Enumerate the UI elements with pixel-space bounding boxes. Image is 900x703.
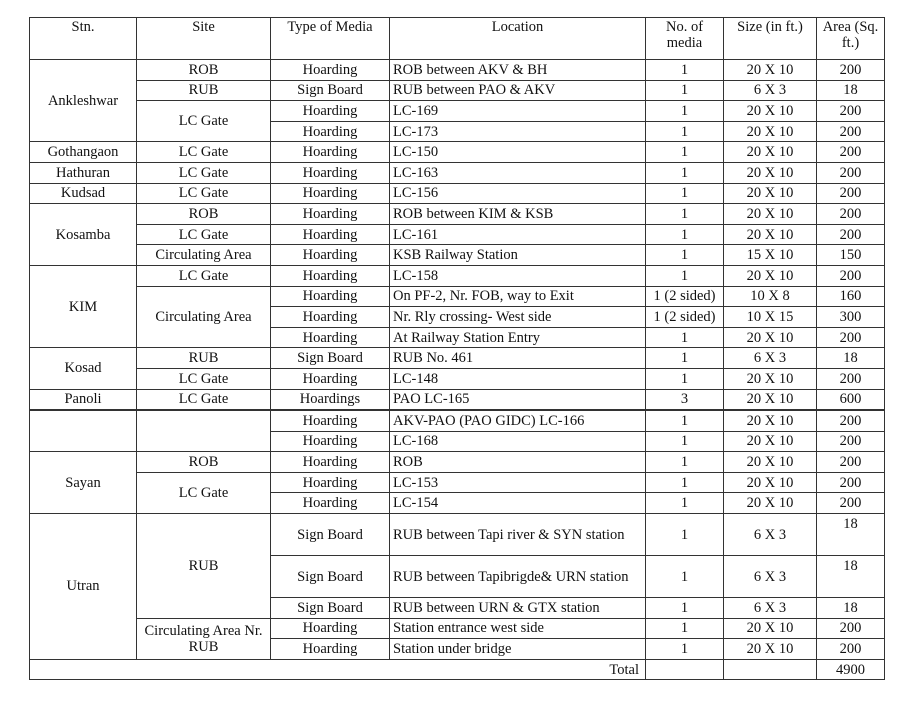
size-cell: 20 X 10	[724, 204, 817, 225]
type-cell: Hoarding	[271, 493, 390, 514]
size-cell: 10 X 8	[724, 286, 817, 307]
table-row	[30, 224, 885, 245]
station-cell: Kosamba	[30, 204, 137, 266]
area-cell: 200	[817, 204, 885, 225]
size-cell: 20 X 10	[724, 101, 817, 122]
area-cell: 200	[817, 224, 885, 245]
station-cell: Ankleshwar	[30, 60, 137, 142]
type-cell: Hoarding	[271, 639, 390, 660]
size-cell: 20 X 10	[724, 389, 817, 410]
size-cell: 20 X 10	[724, 431, 817, 452]
no-cell: 1	[646, 472, 724, 493]
area-cell: 160	[817, 286, 885, 307]
area-cell: 200	[817, 368, 885, 389]
table-row	[30, 472, 885, 493]
no-cell: 1	[646, 224, 724, 245]
station-cell: Sayan	[30, 452, 137, 514]
size-cell: 20 X 10	[724, 265, 817, 286]
type-cell: Hoarding	[271, 142, 390, 163]
area-cell: 200	[817, 265, 885, 286]
size-cell: 20 X 10	[724, 493, 817, 514]
table-row	[30, 162, 885, 183]
header-row	[30, 18, 885, 60]
table-row	[30, 142, 885, 163]
location-cell: At Railway Station Entry	[390, 327, 646, 348]
station-cell: Panoli	[30, 389, 137, 410]
media-inventory-table	[29, 17, 885, 680]
table-row	[30, 245, 885, 266]
type-cell: Hoarding	[271, 162, 390, 183]
no-cell: 1	[646, 121, 724, 142]
location-cell: Nr. Rly crossing- West side	[390, 307, 646, 328]
size-cell: 20 X 10	[724, 60, 817, 81]
type-cell: Sign Board	[271, 556, 390, 598]
type-cell: Hoarding	[271, 368, 390, 389]
no-cell: 1	[646, 204, 724, 225]
size-cell: 20 X 10	[724, 224, 817, 245]
type-cell: Hoarding	[271, 410, 390, 431]
size-cell: 20 X 10	[724, 368, 817, 389]
area-cell: 150	[817, 245, 885, 266]
type-cell: Hoarding	[271, 60, 390, 81]
size-cell: 6 X 3	[724, 514, 817, 556]
location-cell: LC-148	[390, 368, 646, 389]
location-cell: RUB between Tapibrigde& URN station	[390, 556, 646, 598]
type-cell: Hoarding	[271, 183, 390, 204]
size-cell: 20 X 10	[724, 121, 817, 142]
type-cell: Sign Board	[271, 80, 390, 101]
no-cell: 1	[646, 514, 724, 556]
total-size-empty	[724, 659, 817, 680]
location-cell: LC-163	[390, 162, 646, 183]
no-cell: 1	[646, 639, 724, 660]
table-row	[30, 514, 885, 556]
header-area: Area (Sq. ft.)	[817, 18, 885, 60]
no-cell: 1	[646, 183, 724, 204]
location-cell: LC-161	[390, 224, 646, 245]
location-cell: Station under bridge	[390, 639, 646, 660]
header-type: Type of Media	[271, 18, 390, 60]
size-cell: 20 X 10	[724, 142, 817, 163]
header-location: Location	[390, 18, 646, 60]
station-cell: Hathuran	[30, 162, 137, 183]
site-cell: RUB	[137, 348, 271, 369]
type-cell: Hoarding	[271, 121, 390, 142]
no-cell: 1	[646, 598, 724, 619]
table-row	[30, 286, 885, 307]
total-label: Total	[30, 659, 646, 680]
site-cell: LC Gate	[137, 224, 271, 245]
no-cell: 1 (2 sided)	[646, 307, 724, 328]
area-cell: 200	[817, 452, 885, 473]
type-cell: Sign Board	[271, 348, 390, 369]
area-cell: 200	[817, 183, 885, 204]
table-row	[30, 618, 885, 639]
area-cell: 200	[817, 162, 885, 183]
area-cell: 18	[817, 598, 885, 619]
area-cell: 200	[817, 60, 885, 81]
location-cell: LC-156	[390, 183, 646, 204]
table-row	[30, 60, 885, 81]
area-cell: 200	[817, 410, 885, 431]
type-cell: Hoarding	[271, 224, 390, 245]
area-cell: 300	[817, 307, 885, 328]
station-cell: Gothangaon	[30, 142, 137, 163]
type-cell: Hoarding	[271, 101, 390, 122]
area-cell: 200	[817, 472, 885, 493]
no-cell: 1	[646, 556, 724, 598]
no-cell: 1	[646, 327, 724, 348]
type-cell: Sign Board	[271, 598, 390, 619]
no-cell: 1	[646, 452, 724, 473]
site-cell: RUB	[137, 514, 271, 619]
site-cell: RUB	[137, 80, 271, 101]
site-cell: Circulating Area	[137, 286, 271, 348]
area-cell: 200	[817, 327, 885, 348]
site-cell: LC Gate	[137, 368, 271, 389]
location-cell: RUB No. 461	[390, 348, 646, 369]
area-cell: 18	[817, 514, 885, 556]
area-cell: 18	[817, 348, 885, 369]
table-row	[30, 410, 885, 431]
site-cell: Circulating Area	[137, 245, 271, 266]
location-cell: LC-169	[390, 101, 646, 122]
size-cell: 20 X 10	[724, 618, 817, 639]
no-cell: 3	[646, 389, 724, 410]
type-cell: Hoarding	[271, 452, 390, 473]
size-cell: 20 X 10	[724, 452, 817, 473]
location-cell: LC-158	[390, 265, 646, 286]
station-cell-empty	[30, 410, 137, 452]
size-cell: 20 X 10	[724, 410, 817, 431]
table-row	[30, 452, 885, 473]
area-cell: 200	[817, 101, 885, 122]
header-size: Size (in ft.)	[724, 18, 817, 60]
station-cell: Kosad	[30, 348, 137, 389]
location-cell: ROB between KIM & KSB	[390, 204, 646, 225]
total-area: 4900	[817, 659, 885, 680]
table-row	[30, 101, 885, 122]
site-cell: LC Gate	[137, 142, 271, 163]
site-cell: LC Gate	[137, 101, 271, 142]
size-cell: 6 X 3	[724, 556, 817, 598]
station-cell: Kudsad	[30, 183, 137, 204]
site-cell: Circulating Area Nr. RUB	[137, 618, 271, 659]
location-cell: RUB between URN & GTX station	[390, 598, 646, 619]
no-cell: 1	[646, 368, 724, 389]
location-cell: LC-150	[390, 142, 646, 163]
size-cell: 15 X 10	[724, 245, 817, 266]
size-cell: 6 X 3	[724, 80, 817, 101]
table-row	[30, 80, 885, 101]
area-cell: 200	[817, 639, 885, 660]
size-cell: 20 X 10	[724, 327, 817, 348]
size-cell: 6 X 3	[724, 348, 817, 369]
size-cell: 20 X 10	[724, 639, 817, 660]
header-no-of-media: No. of media	[646, 18, 724, 60]
site-cell: LC Gate	[137, 183, 271, 204]
site-cell: LC Gate	[137, 265, 271, 286]
type-cell: Hoardings	[271, 389, 390, 410]
no-cell: 1	[646, 493, 724, 514]
no-cell: 1	[646, 142, 724, 163]
type-cell: Sign Board	[271, 514, 390, 556]
header-stn: Stn.	[30, 18, 137, 60]
area-cell: 600	[817, 389, 885, 410]
no-cell: 1	[646, 410, 724, 431]
site-cell: ROB	[137, 60, 271, 81]
type-cell: Hoarding	[271, 204, 390, 225]
area-cell: 18	[817, 80, 885, 101]
area-cell: 200	[817, 493, 885, 514]
site-cell-empty	[137, 410, 271, 452]
type-cell: Hoarding	[271, 245, 390, 266]
table-row	[30, 348, 885, 369]
no-cell: 1	[646, 348, 724, 369]
area-cell: 200	[817, 431, 885, 452]
type-cell: Hoarding	[271, 618, 390, 639]
header-site: Site	[137, 18, 271, 60]
size-cell: 20 X 10	[724, 183, 817, 204]
total-no-empty	[646, 659, 724, 680]
no-cell: 1	[646, 60, 724, 81]
site-cell: LC Gate	[137, 162, 271, 183]
location-cell: ROB	[390, 452, 646, 473]
location-cell: RUB between Tapi river & SYN station	[390, 514, 646, 556]
location-cell: AKV-PAO (PAO GIDC) LC-166	[390, 410, 646, 431]
area-cell: 18	[817, 556, 885, 598]
station-cell: KIM	[30, 265, 137, 347]
type-cell: Hoarding	[271, 286, 390, 307]
site-cell: LC Gate	[137, 389, 271, 410]
no-cell: 1 (2 sided)	[646, 286, 724, 307]
type-cell: Hoarding	[271, 431, 390, 452]
size-cell: 20 X 10	[724, 162, 817, 183]
size-cell: 6 X 3	[724, 598, 817, 619]
table-row	[30, 368, 885, 389]
type-cell: Hoarding	[271, 472, 390, 493]
no-cell: 1	[646, 80, 724, 101]
location-cell: LC-168	[390, 431, 646, 452]
location-cell: ROB between AKV & BH	[390, 60, 646, 81]
area-cell: 200	[817, 142, 885, 163]
location-cell: LC-173	[390, 121, 646, 142]
type-cell: Hoarding	[271, 307, 390, 328]
no-cell: 1	[646, 431, 724, 452]
table-row	[30, 183, 885, 204]
site-cell: ROB	[137, 204, 271, 225]
table-row	[30, 265, 885, 286]
location-cell: KSB Railway Station	[390, 245, 646, 266]
site-cell: LC Gate	[137, 472, 271, 513]
table-row	[30, 204, 885, 225]
location-cell: RUB between PAO & AKV	[390, 80, 646, 101]
area-cell: 200	[817, 618, 885, 639]
no-cell: 1	[646, 162, 724, 183]
location-cell: LC-153	[390, 472, 646, 493]
table-row	[30, 389, 885, 410]
area-cell: 200	[817, 121, 885, 142]
location-cell: On PF-2, Nr. FOB, way to Exit	[390, 286, 646, 307]
type-cell: Hoarding	[271, 265, 390, 286]
location-cell: LC-154	[390, 493, 646, 514]
no-cell: 1	[646, 101, 724, 122]
no-cell: 1	[646, 245, 724, 266]
type-cell: Hoarding	[271, 327, 390, 348]
location-cell: PAO LC-165	[390, 389, 646, 410]
size-cell: 10 X 15	[724, 307, 817, 328]
no-cell: 1	[646, 618, 724, 639]
no-cell: 1	[646, 265, 724, 286]
size-cell: 20 X 10	[724, 472, 817, 493]
total-row	[30, 659, 885, 680]
location-cell: Station entrance west side	[390, 618, 646, 639]
station-cell: Utran	[30, 514, 137, 660]
site-cell: ROB	[137, 452, 271, 473]
